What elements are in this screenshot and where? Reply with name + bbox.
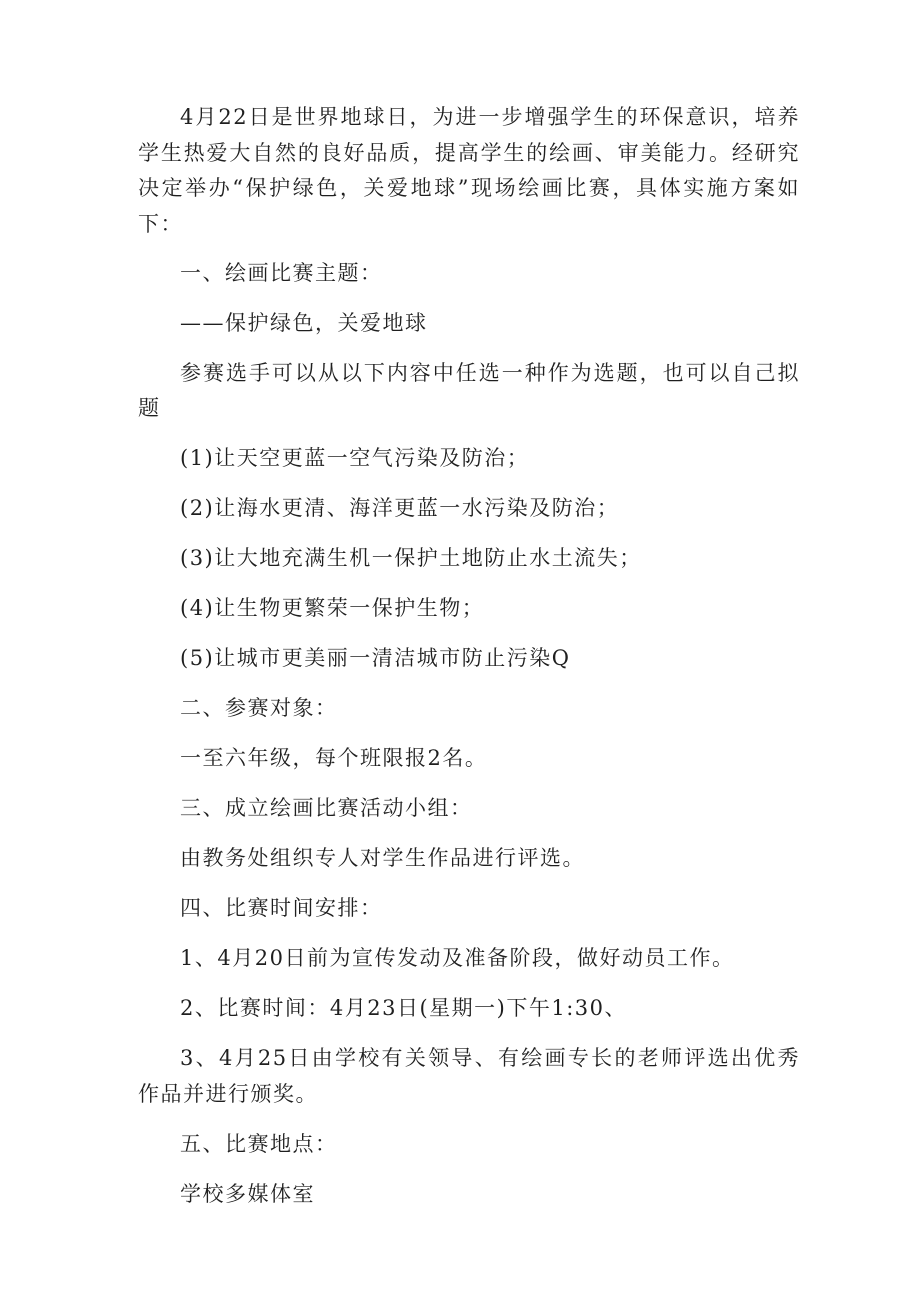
section-heading-schedule: 四、比赛时间安排： bbox=[180, 896, 383, 920]
section-heading-theme: 一、绘画比赛主题： bbox=[180, 260, 383, 285]
schedule-item-2: 2、比赛时间：4月23日(星期一)下午1:30、 bbox=[180, 996, 627, 1020]
topic-item-4: (4)让生物更繁荣一保护生物； bbox=[180, 596, 485, 620]
committee-detail: 由教务处组织专人对学生作品进行评选。 bbox=[180, 846, 585, 870]
section-heading-committee: 三、成立绘画比赛活动小组： bbox=[180, 796, 473, 820]
intro-paragraph: 4月22日是世界地球日，为进一步增强学生的环保意识，培养学生热爱大自然的良好品质，提高学生的绘画、审美能力。经研究决定举办“保护绿色，关爱地球”现场绘画比赛，具体实施方案如下： bbox=[138, 105, 800, 236]
location-detail: 学校多媒体室 bbox=[180, 1181, 315, 1206]
topic-item-2: (2)让海水更清、海洋更蓝一水污染及防治； bbox=[180, 496, 620, 520]
topic-item-5: (5)让城市更美丽一清洁城市防止污染Q bbox=[180, 646, 571, 670]
document-body bbox=[138, 100, 800, 1212]
section-heading-participants: 二、参赛对象： bbox=[180, 696, 338, 720]
topic-item-1: (1)让天空更蓝一空气污染及防治； bbox=[180, 446, 530, 470]
section-heading-location: 五、比赛地点： bbox=[180, 1131, 338, 1156]
participants-detail: 一至六年级，每个班限报2名。 bbox=[180, 746, 488, 770]
schedule-item-1: 1、4月20日前为宣传发动及准备阶段，做好动员工作。 bbox=[180, 946, 735, 970]
topic-item-3: (3)让大地充满生机一保护土地防止水土流失； bbox=[180, 546, 642, 570]
theme-slogan: ——保护绿色，关爱地球 bbox=[180, 310, 428, 335]
schedule-item-3: 3、4月25日由学校有关领导、有绘画专长的老师评选出优秀作品并进行颁奖。 bbox=[138, 1046, 800, 1106]
topic-instructions: 参赛选手可以从以下内容中任选一种作为选题，也可以自己拟题 bbox=[138, 360, 800, 420]
